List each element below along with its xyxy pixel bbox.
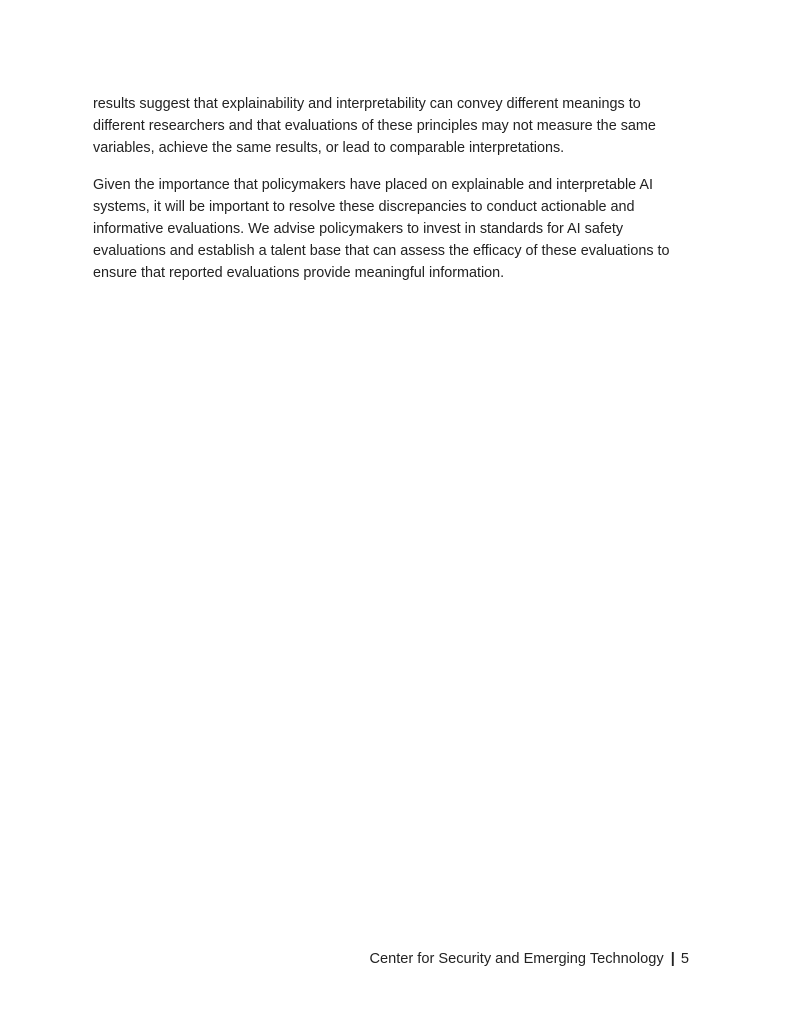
footer-organization: Center for Security and Emerging Technology <box>369 951 664 967</box>
paragraph-1: results suggest that explainability and interpretability can convey different meanings to different researchers and that evaluations of these principles may not measure the same variables, achieve the same results, or lead to comparable interpretations. <box>93 96 656 156</box>
body-text <box>93 93 693 299</box>
page-number: 5 <box>680 951 689 967</box>
page-footer <box>300 948 689 970</box>
footer-separator: | <box>670 951 675 967</box>
paragraph-2: Given the importance that policymakers have placed on explainable and interpretable AI systems, it will be important to resolve these discrepancies to conduct actionable and informative evaluations. We advise policymakers to invest in standards for AI safety evaluations and establish a talent base that can assess the efficacy of these evaluations to ensure that reported evaluations provide meaningful information. <box>93 177 670 281</box>
